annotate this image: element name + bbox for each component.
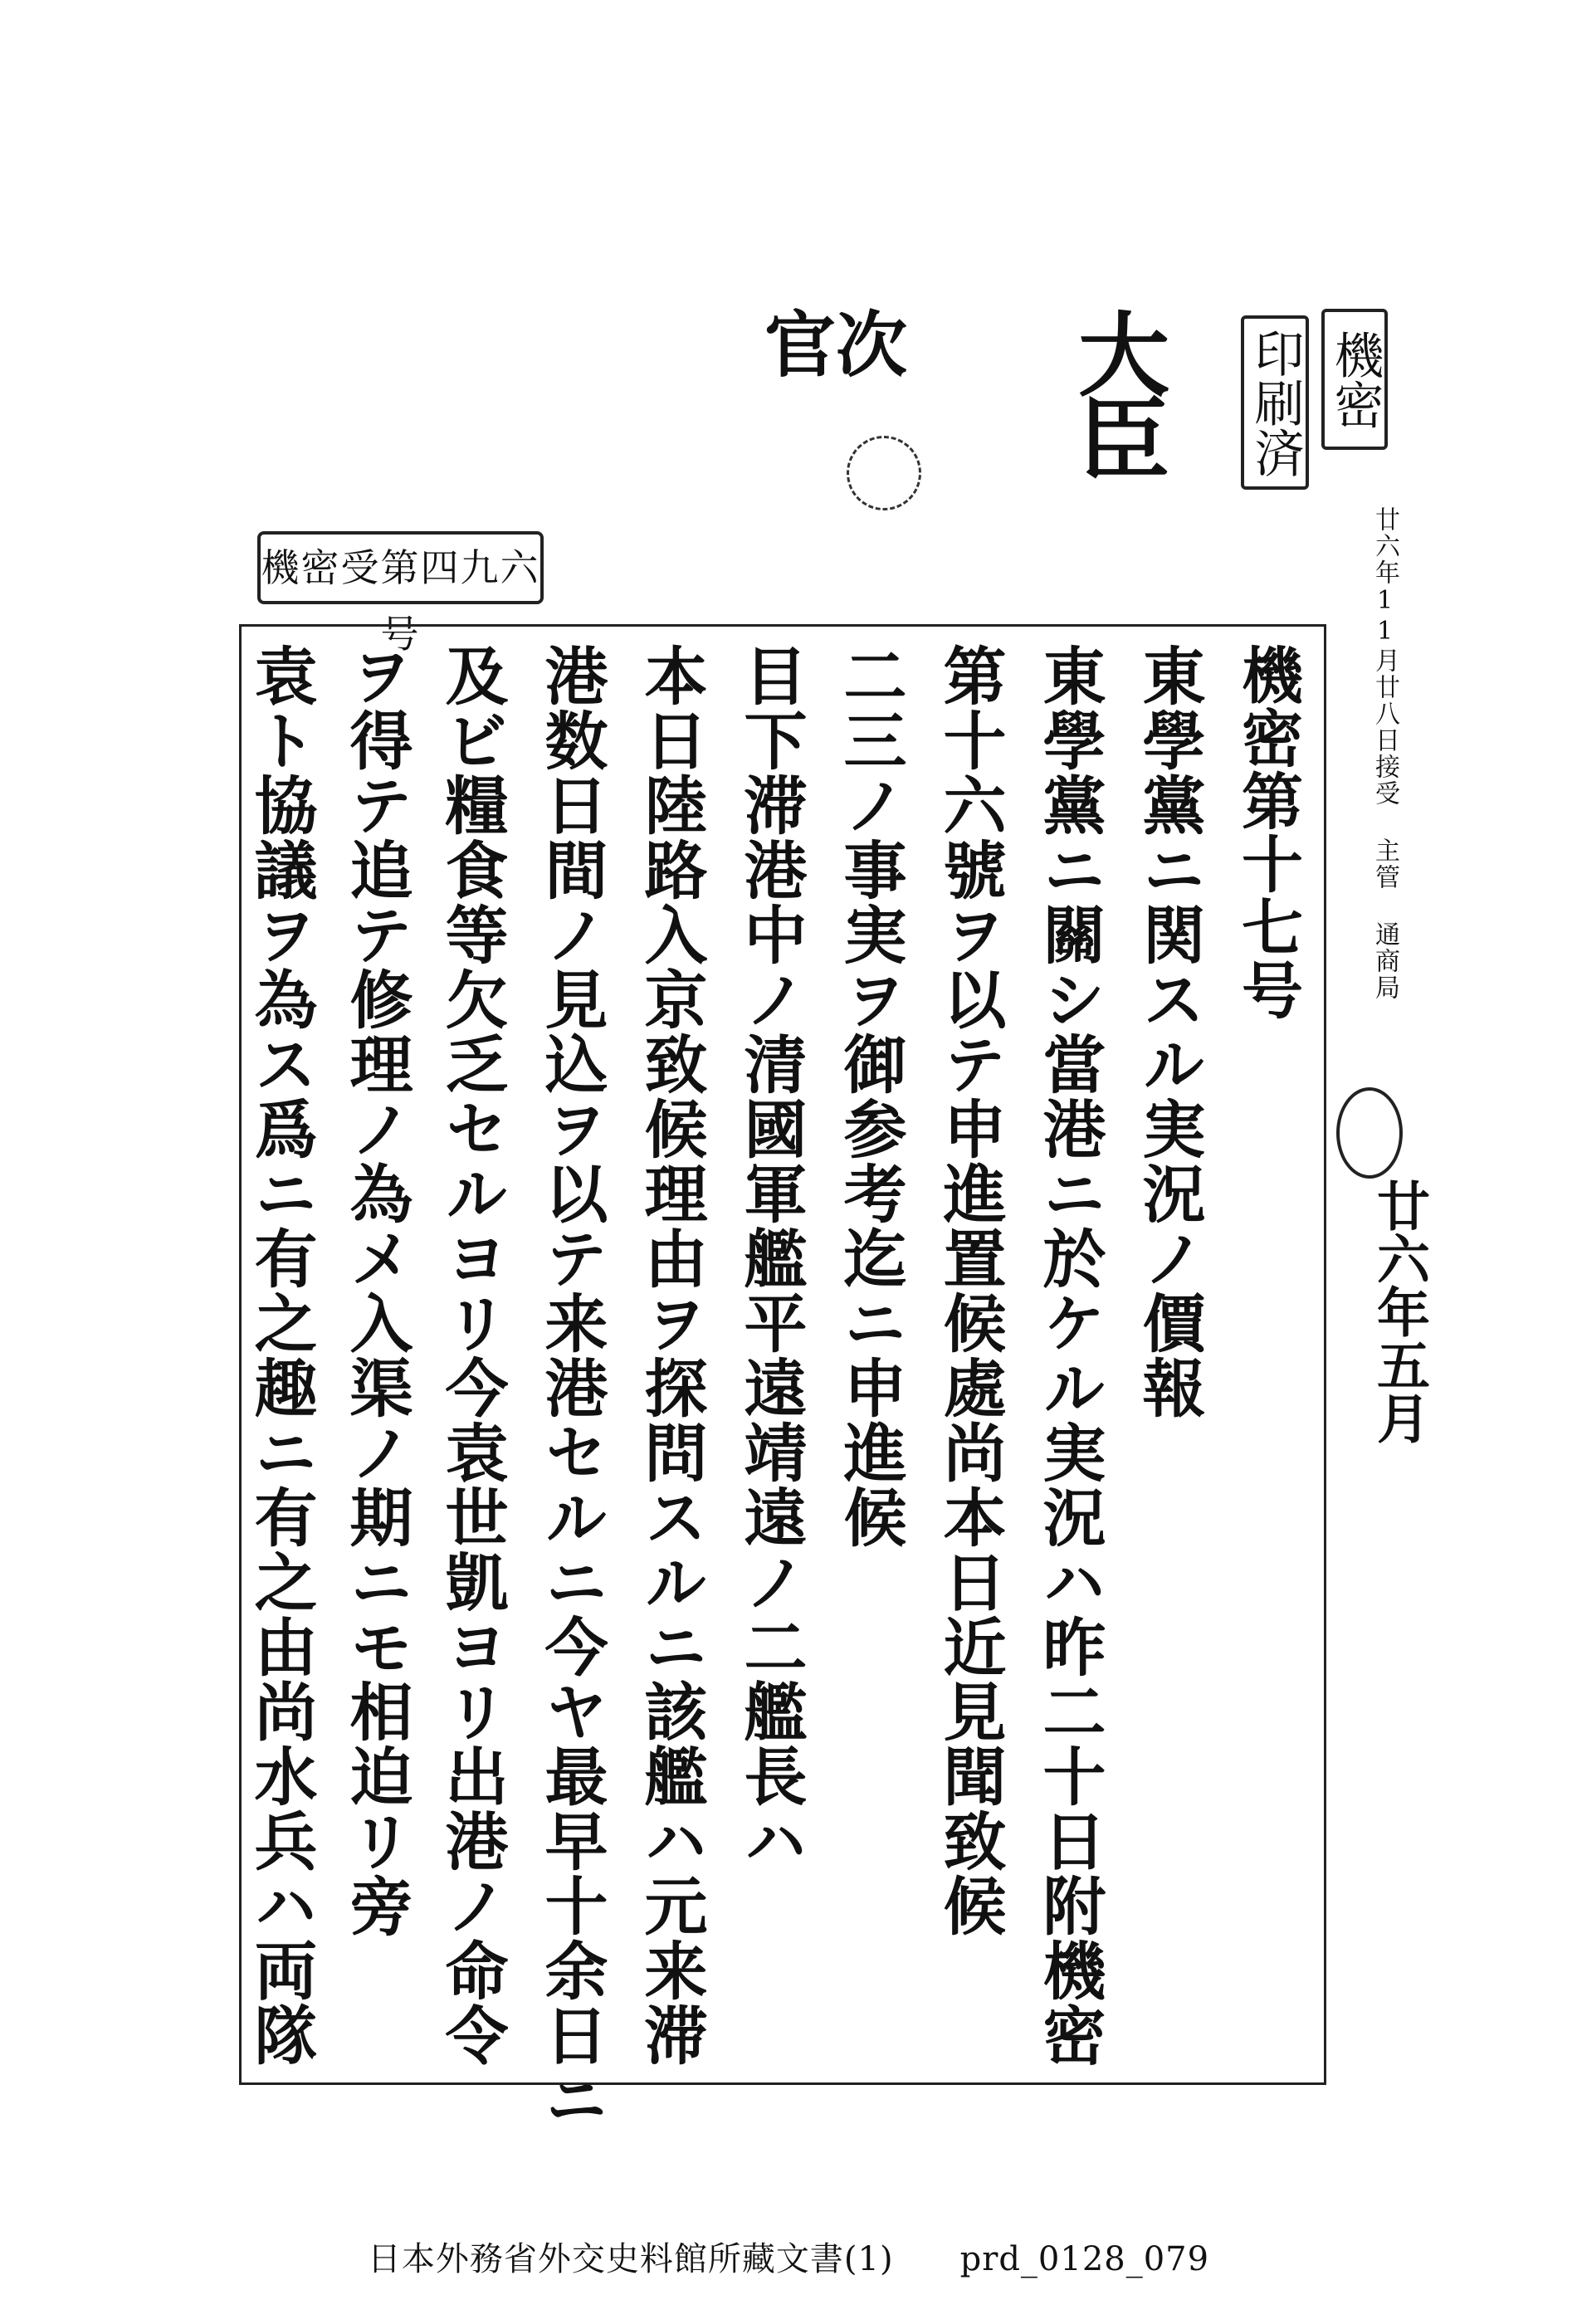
letter-line: 第十六號ヲ以テ申進置候處尚本日近見聞致候 xyxy=(933,643,1007,1938)
minister-signature: 大臣 xyxy=(1063,307,1170,476)
letter-line: 袁ト協議ヲ為ス爲ニ有之趣ニ有之由尚水兵ハ両隊 xyxy=(244,643,318,2068)
round-seal-mark xyxy=(1336,1087,1403,1179)
letter-line: 本日陸路入京致候理由ヲ探問スルニ該艦ハ元来滞 xyxy=(634,643,708,2068)
printed-stamp: 印刷済 xyxy=(1241,315,1309,490)
letter-line: 二三ノ事実ヲ御参考迄ニ申進候 xyxy=(833,643,907,1550)
letter-line: 及ビ糧食等欠乏セルヨリ今袁世凱ヨリ出港ノ命令 xyxy=(435,643,509,2068)
archive-source: 日本外務省外交史料館所藏文書(1) xyxy=(367,2240,894,2278)
receipt-signature: 廿六年五月 xyxy=(1368,1179,1430,1444)
file-number-stamp: 機密受第四九六号 xyxy=(257,531,544,604)
letter-header: 機密第十七号 xyxy=(1232,643,1303,1022)
letter-line: 港数日間ノ見込ヲ以テ来港セルニ今ヤ最早十余日ニ xyxy=(535,643,608,2132)
small-seal-mark xyxy=(847,436,921,510)
archive-footer xyxy=(0,2233,1577,2280)
archive-reference: prd_0128_079 xyxy=(959,2240,1210,2278)
secret-stamp: 機密 xyxy=(1321,309,1388,450)
letter-line: ヲ得テ追テ修理ノ為メ入渠ノ期ニモ相迫リ旁 xyxy=(339,643,413,1938)
letter-line: 東學黨ニ関スル実況ノ價報 xyxy=(1132,643,1206,1420)
receipt-date-stamp: 廿六年11月廿八日接受 主管 通商局 xyxy=(1370,506,1399,1001)
letter-line: 目下滞港中ノ清國軍艦平遠靖遠ノ二艦長ハ xyxy=(734,643,808,1873)
vice-minister-signature: 次官 xyxy=(752,307,907,378)
letter-line: 東學黨ニ關シ當港ニ於ケル実況ハ昨二十日附機密 xyxy=(1033,643,1106,2068)
